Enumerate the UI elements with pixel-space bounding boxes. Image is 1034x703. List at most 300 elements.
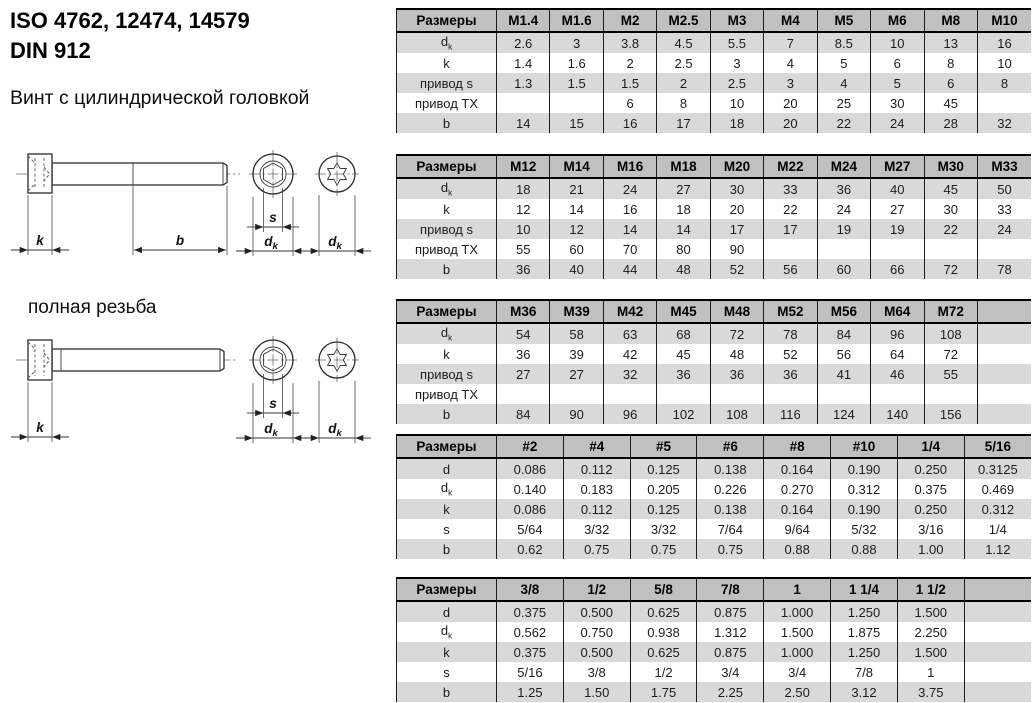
table-cell: 1/2	[630, 662, 697, 682]
table-cell: 1.000	[764, 601, 831, 622]
table-cell: 55	[924, 364, 977, 384]
table-cell	[977, 323, 1031, 344]
column-header: M1.6	[550, 9, 603, 32]
table-cell: 0.75	[563, 539, 630, 559]
row-label: k	[397, 53, 497, 73]
table-cell: 102	[657, 404, 710, 424]
row-label: привод TX	[397, 239, 497, 259]
table-cell: 1.4	[497, 53, 550, 73]
column-header: M4	[764, 9, 817, 32]
table-cell: 0.312	[831, 479, 898, 499]
table-cell: 4	[817, 73, 870, 93]
dimensions-table	[396, 299, 1031, 424]
table-cell: 90	[550, 404, 603, 424]
table-cell: 5	[871, 73, 924, 93]
screw-drawing-partial-thread	[0, 148, 393, 264]
table-row	[397, 404, 1032, 424]
table-cell: 0.469	[964, 479, 1031, 499]
row-label: привод s	[397, 73, 497, 93]
table-cell	[964, 622, 1031, 642]
dimension-k	[11, 195, 69, 255]
header-row	[397, 9, 1032, 32]
table-cell	[550, 384, 603, 404]
row-label: b	[397, 539, 497, 559]
table-cell: 1.875	[831, 622, 898, 642]
table-cell: 48	[657, 259, 710, 279]
dim-label-s: s	[269, 210, 277, 225]
full-thread-label: полная резьба	[28, 297, 157, 318]
column-header: #10	[831, 435, 898, 458]
table-cell: 24	[977, 219, 1031, 239]
column-header: M45	[657, 300, 710, 323]
table-cell: 90	[710, 239, 763, 259]
table-cell: 1.00	[897, 539, 964, 559]
table-cell: 156	[924, 404, 977, 424]
column-header: 3/8	[497, 578, 564, 601]
table-cell: 0.500	[563, 642, 630, 662]
table-cell: 10	[497, 219, 550, 239]
row-label: k	[397, 499, 497, 519]
row-label: k	[397, 344, 497, 364]
table-cell: 6	[871, 53, 924, 73]
table-cell: 1.12	[964, 539, 1031, 559]
standards-title-line2: DIN 912	[10, 38, 91, 63]
table-cell: 63	[603, 323, 656, 344]
table-cell: 27	[550, 364, 603, 384]
table-cell: 2.25	[697, 682, 764, 702]
table-cell: 0.112	[563, 499, 630, 519]
table-cell: 3	[710, 53, 763, 73]
table-cell: 32	[603, 364, 656, 384]
header-row	[397, 578, 1032, 601]
column-header: 5/16	[964, 435, 1031, 458]
dimension-dk-torx	[303, 381, 371, 443]
table-cell: 0.250	[897, 458, 964, 479]
dimensions-table	[396, 577, 1031, 702]
row-label: привод TX	[397, 93, 497, 113]
table-cell: 124	[817, 404, 870, 424]
table-cell	[764, 384, 817, 404]
table-inch-no2-5_16	[396, 434, 1031, 559]
table-cell	[977, 93, 1031, 113]
table-cell: 0.88	[764, 539, 831, 559]
table-cell: 20	[710, 199, 763, 219]
column-header: M36	[497, 300, 550, 323]
table-row	[397, 642, 1032, 662]
header-row	[397, 300, 1032, 323]
table-cell: 17	[657, 113, 710, 133]
column-header: M10	[977, 9, 1031, 32]
column-header: M8	[924, 9, 977, 32]
column-header: M3	[710, 9, 763, 32]
column-header: M33	[977, 155, 1031, 178]
table-metric-m1_4-m10	[396, 8, 1031, 133]
table-cell: 41	[817, 364, 870, 384]
column-header: M64	[871, 300, 924, 323]
table-cell: 30	[924, 199, 977, 219]
table-row	[397, 519, 1032, 539]
table-cell: 60	[550, 239, 603, 259]
table-inch-3_8-1_1_2	[396, 577, 1031, 702]
column-header: #2	[497, 435, 564, 458]
table-row	[397, 662, 1032, 682]
column-header: M12	[497, 155, 550, 178]
column-header: Размеры	[397, 578, 497, 601]
table-cell: 0.250	[897, 499, 964, 519]
hex-socket-end-view	[249, 150, 297, 198]
column-header: 1	[764, 578, 831, 601]
table-cell: 45	[657, 344, 710, 364]
table-row	[397, 499, 1032, 519]
row-label: k	[397, 199, 497, 219]
table-cell: 3/32	[630, 519, 697, 539]
table-cell: 3/4	[697, 662, 764, 682]
dim-label-k: k	[36, 233, 44, 248]
table-cell: 1.3	[497, 73, 550, 93]
table-cell: 80	[657, 239, 710, 259]
dimension-k	[11, 382, 69, 442]
table-cell: 56	[817, 344, 870, 364]
table-cell: 58	[550, 323, 603, 344]
column-header: 7/8	[697, 578, 764, 601]
table-row	[397, 239, 1032, 259]
table-cell: 3/4	[764, 662, 831, 682]
table-cell: 1.250	[831, 642, 898, 662]
table-cell: 78	[977, 259, 1031, 279]
table-cell: 5/64	[497, 519, 564, 539]
row-label: $d_k$	[397, 479, 497, 499]
table-cell: 140	[871, 404, 924, 424]
dimension-dk-torx	[303, 195, 371, 256]
table-cell: 14	[497, 113, 550, 133]
table-cell	[764, 239, 817, 259]
table-cell: 15	[550, 113, 603, 133]
table-cell: 8.5	[817, 32, 870, 53]
table-cell: 24	[817, 199, 870, 219]
table-row	[397, 384, 1032, 404]
table-cell: 116	[764, 404, 817, 424]
table-cell: 1.50	[563, 682, 630, 702]
column-header: M27	[871, 155, 924, 178]
table-row	[397, 93, 1032, 113]
table-cell: 1.250	[831, 601, 898, 622]
table-cell: 72	[924, 259, 977, 279]
table-row	[397, 344, 1032, 364]
table-cell: 36	[497, 259, 550, 279]
table-cell: 12	[550, 219, 603, 239]
table-row	[397, 458, 1032, 479]
column-header: Размеры	[397, 155, 497, 178]
row-label: d	[397, 601, 497, 622]
table-cell: 0.138	[697, 458, 764, 479]
table-cell: 14	[550, 199, 603, 219]
table-cell: 19	[817, 219, 870, 239]
table-cell: 0.125	[630, 458, 697, 479]
table-cell: 1/4	[964, 519, 1031, 539]
table-cell: 5/32	[831, 519, 898, 539]
table-cell: 52	[710, 259, 763, 279]
table-cell: 84	[497, 404, 550, 424]
dim-label-dk: $d_k$	[264, 421, 278, 439]
table-cell: 36	[764, 364, 817, 384]
product-subtitle: Винт с цилиндрической головкой	[10, 87, 310, 109]
table-cell	[977, 364, 1031, 384]
table-cell: 0.875	[697, 601, 764, 622]
table-cell: 7/64	[697, 519, 764, 539]
table-cell: 46	[871, 364, 924, 384]
header-row	[397, 435, 1032, 458]
table-cell: 17	[764, 219, 817, 239]
hex-socket-end-view	[249, 336, 297, 384]
table-cell: 78	[764, 323, 817, 344]
table-cell	[817, 239, 870, 259]
table-cell	[964, 642, 1031, 662]
table-cell: 9/64	[764, 519, 831, 539]
table-cell: 55	[497, 239, 550, 259]
table-cell: 27	[871, 199, 924, 219]
table-cell: 1.500	[897, 601, 964, 622]
table-cell: 21	[550, 178, 603, 199]
table-cell: 16	[977, 32, 1031, 53]
table-cell: 56	[764, 259, 817, 279]
table-cell: 45	[924, 178, 977, 199]
table-cell	[924, 239, 977, 259]
table-cell: 6	[603, 93, 656, 113]
column-header: M22	[764, 155, 817, 178]
table-cell: 20	[764, 113, 817, 133]
column-header: Размеры	[397, 435, 497, 458]
table-cell	[977, 239, 1031, 259]
dimension-b	[133, 186, 227, 255]
column-header: M30	[924, 155, 977, 178]
table-cell: 5	[817, 53, 870, 73]
table-cell: 0.75	[630, 539, 697, 559]
table-cell: 10	[871, 32, 924, 53]
table-cell: 2	[657, 73, 710, 93]
table-cell: 3.75	[897, 682, 964, 702]
column-header: #8	[764, 435, 831, 458]
table-row	[397, 32, 1032, 53]
table-row	[397, 601, 1032, 622]
dim-label-s: s	[269, 396, 277, 411]
dim-label-dk: $d_k$	[328, 421, 342, 439]
table-cell: 3/16	[897, 519, 964, 539]
table-cell: 5.5	[710, 32, 763, 53]
table-row	[397, 199, 1032, 219]
table-cell: 70	[603, 239, 656, 259]
column-header: M48	[710, 300, 763, 323]
table-cell: 22	[924, 219, 977, 239]
table-cell: 3.12	[831, 682, 898, 702]
table-cell: 0.562	[497, 622, 564, 642]
screw-drawing-full-thread	[0, 332, 393, 452]
table-cell	[871, 239, 924, 259]
table-cell: 2.6	[497, 32, 550, 53]
table-cell: 0.164	[764, 499, 831, 519]
table-cell: 4.5	[657, 32, 710, 53]
table-cell: 32	[977, 113, 1031, 133]
dimensions-table	[396, 434, 1031, 559]
table-cell: 36	[657, 364, 710, 384]
column-header: Размеры	[397, 9, 497, 32]
row-label: привод TX	[397, 384, 497, 404]
table-cell: 7/8	[831, 662, 898, 682]
dim-label-dk: $d_k$	[264, 234, 278, 252]
table-cell: 0.625	[630, 601, 697, 622]
table-cell: 3	[764, 73, 817, 93]
dim-label-k: k	[36, 420, 44, 435]
column-header: 1 1/4	[831, 578, 898, 601]
table-row	[397, 259, 1032, 279]
table-cell: 96	[603, 404, 656, 424]
table-cell: 0.500	[563, 601, 630, 622]
table-cell: 3/32	[563, 519, 630, 539]
table-cell: 5/16	[497, 662, 564, 682]
table-cell: 50	[977, 178, 1031, 199]
table-cell: 0.375	[497, 642, 564, 662]
column-header: M56	[817, 300, 870, 323]
table-cell: 30	[710, 178, 763, 199]
table-cell: 8	[657, 93, 710, 113]
table-cell	[710, 384, 763, 404]
table-cell	[603, 384, 656, 404]
table-cell: 0.938	[630, 622, 697, 642]
table-cell: 1.500	[764, 622, 831, 642]
column-header: 5/8	[630, 578, 697, 601]
table-cell: 0.375	[497, 601, 564, 622]
table-cell: 108	[710, 404, 763, 424]
table-row	[397, 364, 1032, 384]
table-cell: 0.625	[630, 642, 697, 662]
column-header: 1 1/2	[897, 578, 964, 601]
table-cell: 0.375	[897, 479, 964, 499]
table-row	[397, 53, 1032, 73]
table-cell: 0.75	[697, 539, 764, 559]
table-cell	[977, 344, 1031, 364]
table-cell: 40	[871, 178, 924, 199]
table-cell: 0.086	[497, 458, 564, 479]
table-cell: 0.190	[831, 499, 898, 519]
table-cell: 14	[603, 219, 656, 239]
table-cell: 54	[497, 323, 550, 344]
table-cell: 0.125	[630, 499, 697, 519]
dim-label-b: b	[175, 233, 185, 248]
table-cell: 33	[764, 178, 817, 199]
table-cell: 1.5	[603, 73, 656, 93]
table-cell: 16	[603, 113, 656, 133]
row-label: s	[397, 519, 497, 539]
table-cell: 36	[497, 344, 550, 364]
table-row	[397, 323, 1032, 344]
table-cell: 17	[710, 219, 763, 239]
table-cell: 2.5	[710, 73, 763, 93]
table-cell: 6	[924, 73, 977, 93]
dimensions-table	[396, 154, 1031, 279]
table-cell: 27	[657, 178, 710, 199]
table-cell: 22	[764, 199, 817, 219]
table-cell: 0.112	[563, 458, 630, 479]
table-cell	[497, 93, 550, 113]
table-cell: 1.5	[550, 73, 603, 93]
table-cell: 24	[603, 178, 656, 199]
column-header: M24	[817, 155, 870, 178]
table-cell: 0.086	[497, 499, 564, 519]
column-header: M16	[603, 155, 656, 178]
column-header: 1/4	[897, 435, 964, 458]
table-cell: 22	[817, 113, 870, 133]
column-header: 1/2	[563, 578, 630, 601]
row-label: b	[397, 682, 497, 702]
table-row	[397, 682, 1032, 702]
table-cell: 0.226	[697, 479, 764, 499]
table-cell: 20	[764, 93, 817, 113]
column-header: Размеры	[397, 300, 497, 323]
table-row	[397, 479, 1032, 499]
dim-label-dk: $d_k$	[328, 234, 342, 252]
table-cell	[871, 384, 924, 404]
column-header: #4	[563, 435, 630, 458]
table-cell: 0.62	[497, 539, 564, 559]
table-cell: 3/8	[563, 662, 630, 682]
column-header: M5	[817, 9, 870, 32]
table-cell	[550, 93, 603, 113]
table-cell	[924, 384, 977, 404]
table-cell: 0.138	[697, 499, 764, 519]
header-row	[397, 155, 1032, 178]
column-header: #5	[630, 435, 697, 458]
table-cell: 96	[871, 323, 924, 344]
table-cell: 64	[871, 344, 924, 364]
table-cell: 16	[603, 199, 656, 219]
table-cell: 1	[897, 662, 964, 682]
table-cell: 3	[550, 32, 603, 53]
row-label: d	[397, 458, 497, 479]
row-label: $d_k$	[397, 32, 497, 53]
table-cell	[964, 601, 1031, 622]
table-cell	[977, 384, 1031, 404]
column-header: M2	[603, 9, 656, 32]
column-header: M20	[710, 155, 763, 178]
table-cell: 0.164	[764, 458, 831, 479]
table-cell: 68	[657, 323, 710, 344]
table-cell	[964, 682, 1031, 702]
torx-end-view	[315, 152, 359, 196]
table-row	[397, 539, 1032, 559]
table-cell: 2.5	[657, 53, 710, 73]
screw-side-view	[16, 154, 240, 193]
row-label: $d_k$	[397, 323, 497, 344]
dimensions-table	[396, 8, 1031, 133]
table-metric-m12-m33	[396, 154, 1031, 279]
table-cell: 24	[871, 113, 924, 133]
table-cell: 0.190	[831, 458, 898, 479]
table-cell: 13	[924, 32, 977, 53]
table-row	[397, 219, 1032, 239]
table-cell	[817, 384, 870, 404]
torx-end-view	[315, 338, 359, 382]
table-cell: 0.183	[563, 479, 630, 499]
table-cell: 10	[977, 53, 1031, 73]
table-cell: 1.75	[630, 682, 697, 702]
table-cell: 27	[497, 364, 550, 384]
screw-side-view	[16, 340, 238, 380]
table-cell: 45	[924, 93, 977, 113]
column-header	[964, 578, 1031, 601]
table-cell: 66	[871, 259, 924, 279]
table-cell: 1.6	[550, 53, 603, 73]
column-header: M42	[603, 300, 656, 323]
table-cell: 28	[924, 113, 977, 133]
